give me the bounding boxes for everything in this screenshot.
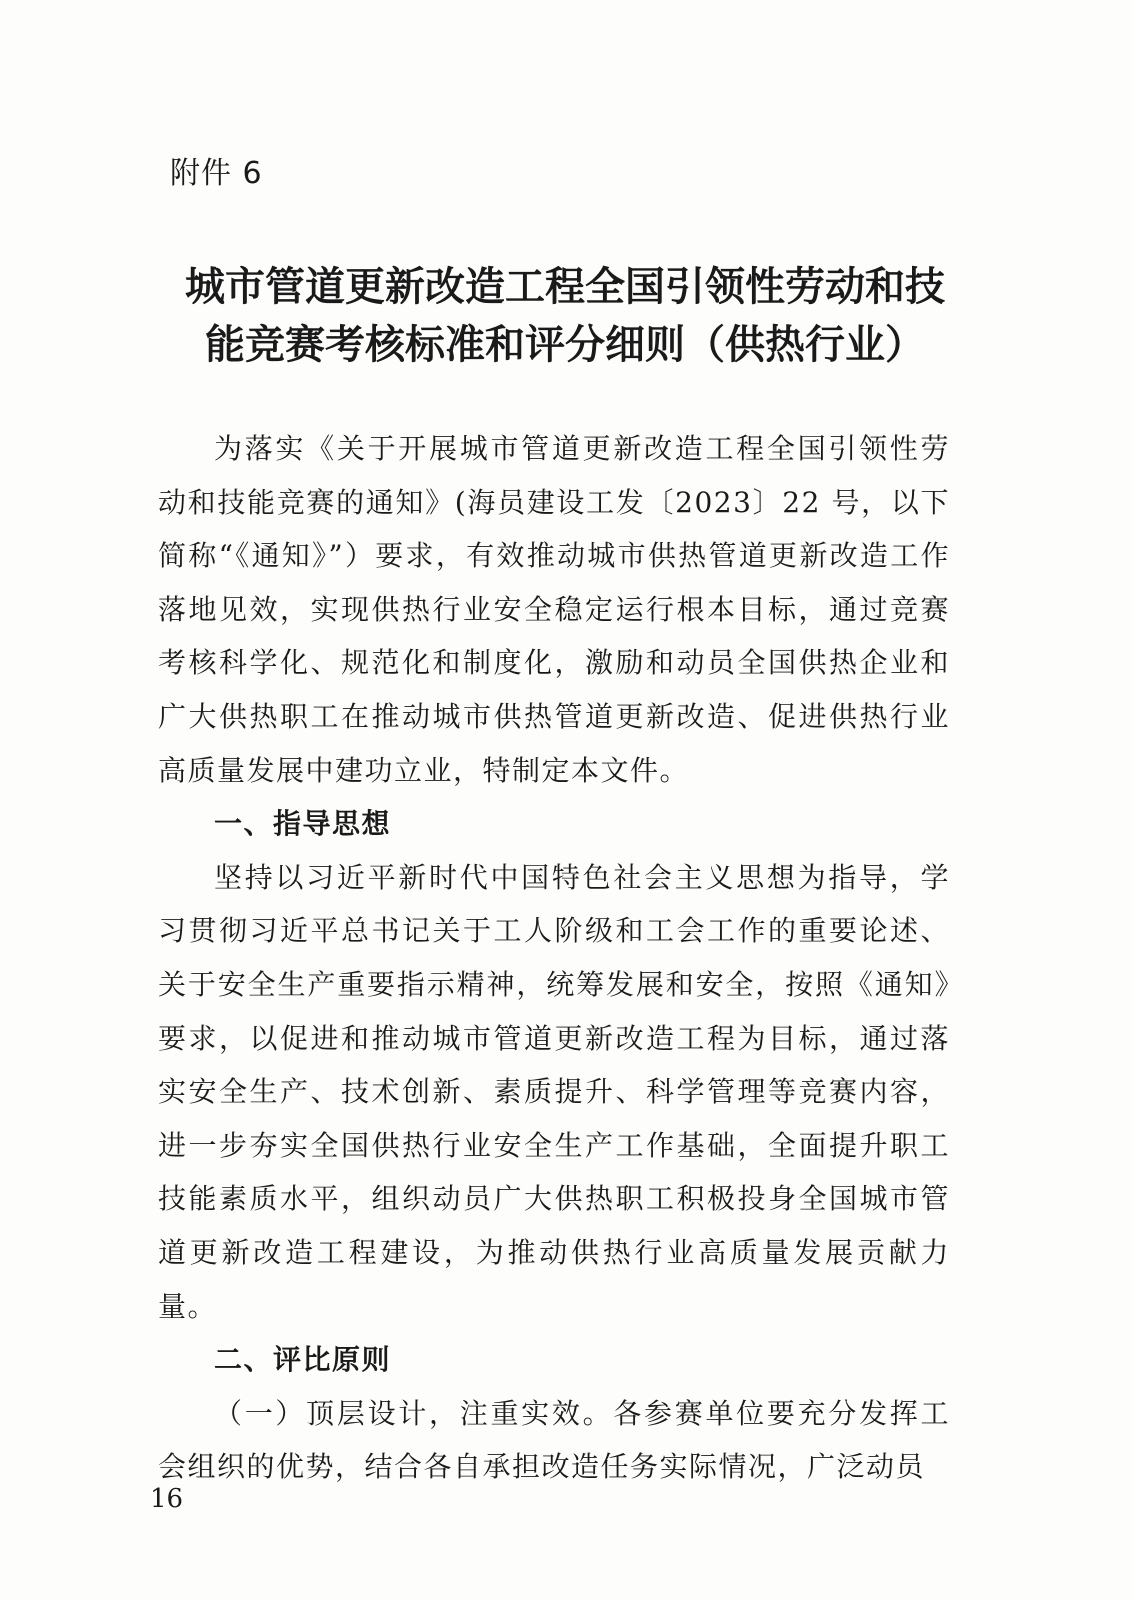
- section-heading-evaluation-principles: 二、评比原则: [214, 1343, 392, 1377]
- attachment-label: 附件 6: [170, 156, 263, 191]
- evaluation-principles-paragraph: （一）顶层设计，注重实效。各参赛单位要充分发挥工会组织的优势，结合各自承担改造任务实际情况，广泛动员: [158, 1396, 950, 1484]
- intro-paragraph: 为落实《关于开展城市管道更新改造工程全国引领性劳动和技能竞赛的通知》(海员建设工发〔2023〕22 号，以下简称“《通知》”）要求，有效推动城市供热管道更新改造工作落地见效，实现供热行业安全稳定运行根本目标，通过竞赛考核科学化、规范化和制度化，激励和动员全国供热企业和广大供热职工在推动城市供热管道更新改造、促进供热行业高质量发展中建功立业，特制定本文件。: [158, 432, 950, 787]
- guiding-ideology-paragraph: 坚持以习近平新时代中国特色社会主义思想为指导，学习贯彻习近平总书记关于工人阶级和工会工作的重要论述、关于安全生产重要指示精神，统筹发展和安全，按照《通知》要求，以促进和推动城市管道更新改造工程为目标，通过落实安全生产、技术创新、素质提升、科学管理等竞赛内容，进一步夯实全国供热行业安全生产工作基础，全面提升职工技能素质水平，组织动员广大供热职工积极投身全国城市管道更新改造工程建设，为推动供热行业高质量发展贡献力量。: [158, 860, 950, 1323]
- title-line-2: 能竞赛考核标准和评分细则（供热行业）: [205, 321, 925, 368]
- document-title: [150, 258, 980, 374]
- title-line-1: 城市管道更新改造工程全国引领性劳动和技: [185, 263, 945, 310]
- page-number: 16: [150, 1484, 184, 1514]
- document-body: [158, 422, 950, 1494]
- section-heading-guiding-ideology: 一、指导思想: [214, 807, 392, 841]
